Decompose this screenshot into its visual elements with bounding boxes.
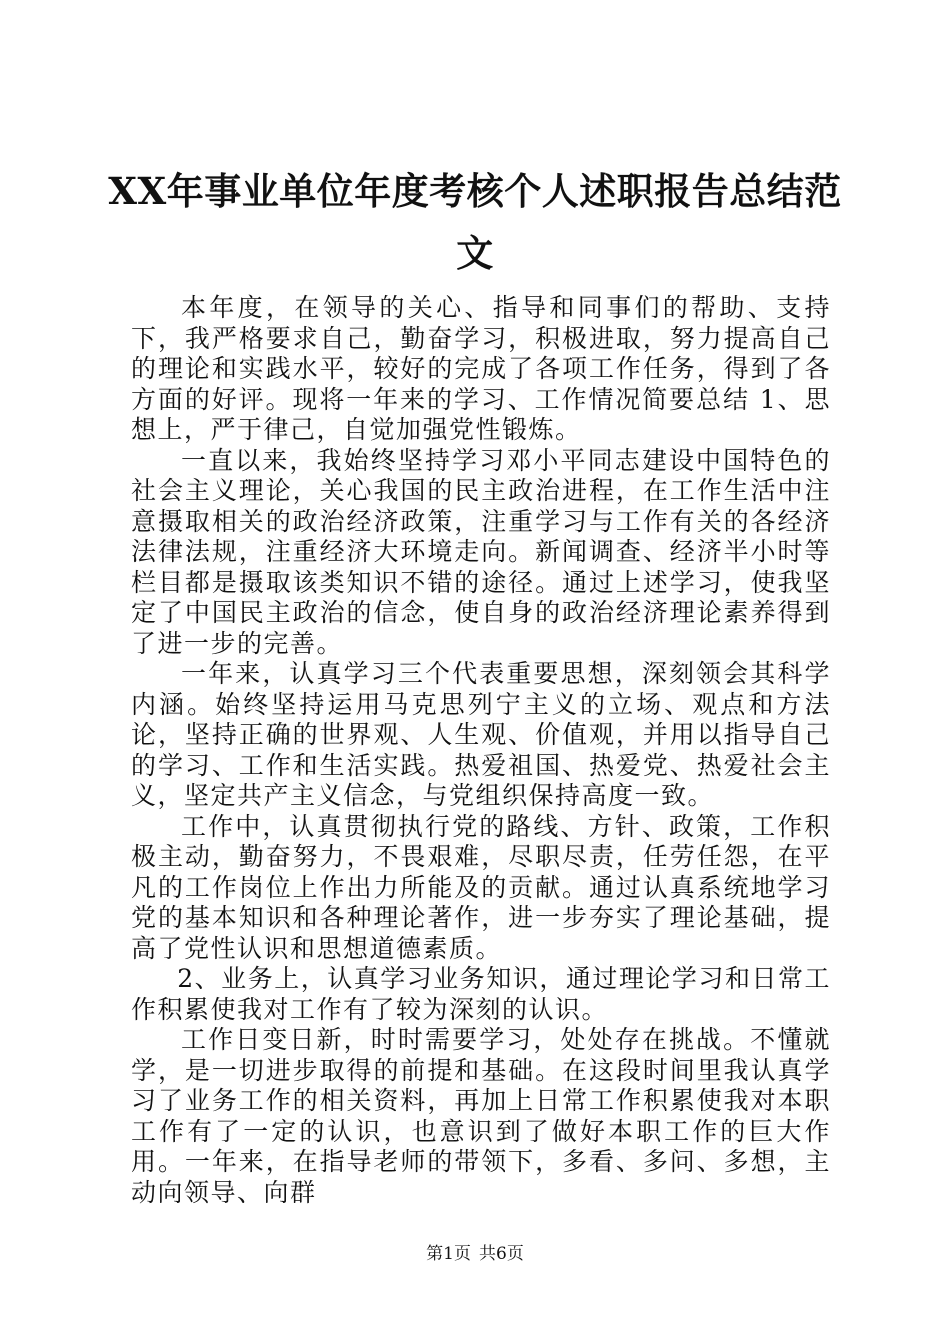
document-title (100, 160, 850, 284)
page-number: 第1页 (426, 1244, 471, 1264)
paragraph-1: 本年度，在领导的关心、指导和同事们的帮助、支持下，我严格要求自己，勤奋学习，积极进取，努力提高自己的理论和实践水平，较好的完成了各项工作任务，得到了各方面的好评。现将一年来的学习、工作情况简要总结 1、思想上，严于律己，自觉加强党性锻炼。 (131, 293, 831, 444)
title-line-1: XX年事业单位年度考核个人述职报告总结范 (108, 169, 842, 213)
page-footer (0, 1243, 950, 1265)
paragraph-3: 一年来，认真学习三个代表重要思想，深刻领会其科学内涵。始终坚持运用马克思列宁主义的立场、观点和方法论，坚持正确的世界观、人生观、价值观，并用以指导自己的学习、工作和生活实践。热爱祖国、热爱党、热爱社会主义，坚定共产主义信念，与党组织保持高度一致。 (131, 659, 831, 810)
title-line-2: 文 (456, 231, 494, 275)
paragraph-2: 一直以来，我始终坚持学习邓小平同志建设中国特色的社会主义理论，关心我国的民主政治进程，在工作生活中注意摄取相关的政治经济政策，注重学习与工作有关的各经济法律法规，注重经济大环境走向。新闻调查、经济半小时等栏目都是摄取该类知识不错的途径。通过上述学习，使我坚定了中国民主政治的信念，使自身的政治经济理论素养得到了进一步的完善。 (131, 445, 831, 658)
page-total: 共6页 (479, 1244, 524, 1264)
document-body (131, 293, 831, 1208)
paragraph-6: 工作日变日新，时时需要学习，处处存在挑战。不懂就学，是一切进步取得的前提和基础。在这段时间里我认真学习了业务工作的相关资料，再加上日常工作积累使我对本职工作有了一定的认识，也意识到了做好本职工作的巨大作用。一年来，在指导老师的带领下，多看、多问、多想，主动向领导、向群 (131, 1025, 831, 1207)
paragraph-5: 2、业务上，认真学习业务知识，通过理论学习和日常工作积累使我对工作有了较为深刻的认识。 (131, 964, 831, 1024)
paragraph-4: 工作中，认真贯彻执行党的路线、方针、政策，工作积极主动，勤奋努力，不畏艰难，尽职尽责，任劳任怨，在平凡的工作岗位上作出力所能及的贡献。通过认真系统地学习党的基本知识和各种理论著作，进一步夯实了理论基础，提高了党性认识和思想道德素质。 (131, 811, 831, 963)
